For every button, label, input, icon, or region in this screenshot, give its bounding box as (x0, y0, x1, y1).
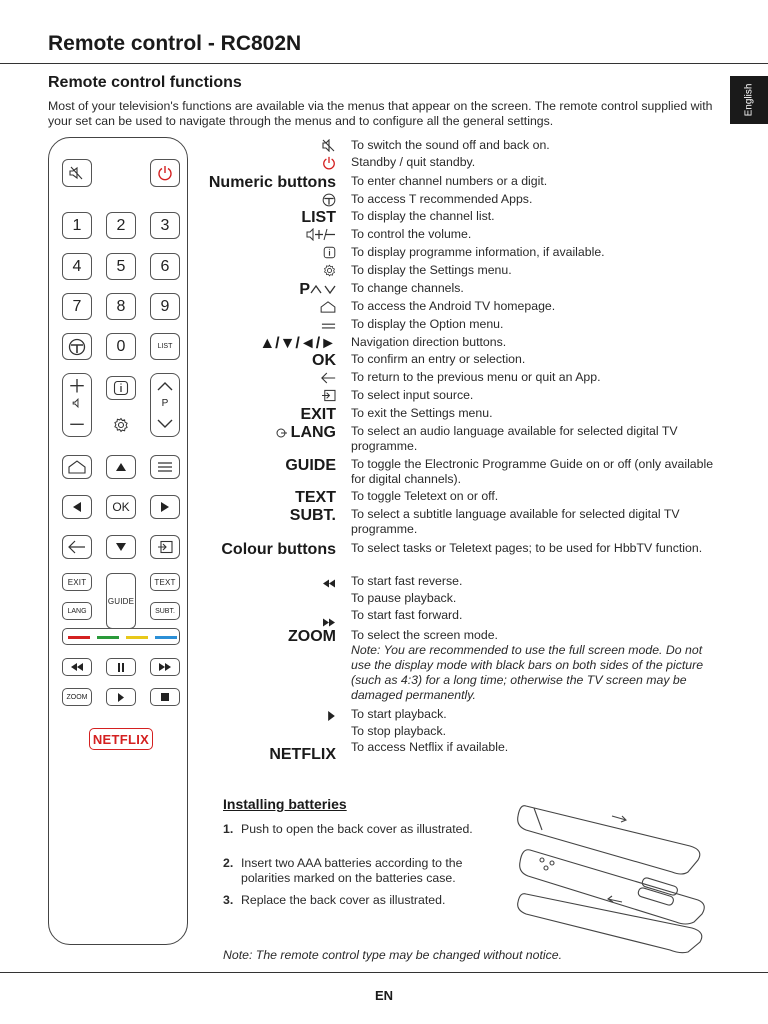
remote-exit-button: EXIT (62, 573, 92, 591)
function-desc: Standby / quit standby. (351, 155, 476, 169)
function-desc: To display programme information, if available. (351, 245, 605, 259)
function-row-label-lang: LANG (200, 424, 336, 440)
section-heading: Remote control functions (48, 74, 242, 91)
function-desc: To stop playback. (351, 724, 447, 738)
function-row-label-navigation: ▲/▼/◄/► (259, 335, 336, 352)
remote-text-button: TEXT (150, 573, 180, 591)
volume-icon (306, 228, 336, 246)
settings-icon (113, 417, 129, 433)
function-desc: To control the volume. (351, 227, 472, 241)
info-icon (323, 246, 336, 264)
remote-illustration (48, 137, 188, 945)
back-icon (321, 371, 336, 389)
remote-key-4: 4 (62, 253, 92, 280)
remote-down-button (106, 535, 136, 559)
right-arrow-icon (160, 501, 170, 513)
page-title: Remote control - RC802N (48, 32, 302, 55)
remote-key-7: 7 (62, 293, 92, 320)
remote-home-button (62, 455, 92, 479)
battery-step: 1. Push to open the back cover as illustrated. (223, 822, 473, 836)
function-row-label-back (200, 370, 336, 386)
play-icon (327, 708, 336, 726)
info-icon (113, 380, 129, 396)
function-desc: Navigation direction buttons. (351, 335, 507, 349)
volume-icon (67, 378, 87, 432)
remote-power-button (150, 159, 180, 187)
intro-paragraph: Most of your television's functions are available via the menus that appear on the screen. The remote control supplied with your set can be used to navigate through the menus and to configure all the general settings. (48, 99, 713, 128)
battery-step: 3. Replace the back cover as illustrated. (223, 893, 446, 907)
function-desc: To start playback. (351, 707, 447, 721)
remote-key-8: 8 (106, 293, 136, 320)
remote-key-9: 9 (150, 293, 180, 320)
function-row-label-guide: GUIDE (285, 457, 336, 474)
remote-stop-button (150, 688, 180, 706)
remote-right-button (150, 495, 180, 519)
remote-lang-label: LANG (67, 607, 87, 615)
remote-colour-blue (155, 636, 177, 639)
function-row-label-power (200, 155, 336, 171)
remote-key-3: 3 (150, 212, 180, 239)
lang-icon (276, 425, 288, 443)
language-tab-label: English (743, 83, 755, 117)
function-row-label-t (200, 192, 336, 208)
function-row-label-mute (200, 138, 336, 154)
function-row-label-ff (200, 608, 336, 624)
function-desc: To select a subtitle language available for selected digital TV programme. (351, 507, 680, 536)
function-desc: To enter channel numbers or a digit. (351, 174, 548, 188)
remote-mute-button (62, 159, 92, 187)
function-row-label-colour: Colour buttons (221, 541, 336, 558)
function-row-label-settings (200, 263, 336, 279)
menu-icon (157, 461, 173, 473)
input-source-icon (321, 389, 336, 407)
function-desc: To select the screen mode. (351, 628, 498, 642)
function-desc: To confirm an entry or selection. (351, 352, 526, 366)
function-desc: To access T recommended Apps. (351, 192, 533, 206)
remote-volume-rocker (62, 373, 92, 437)
settings-icon (323, 264, 336, 282)
language-tab (730, 76, 768, 124)
function-desc: To select tasks or Teletext pages; to be used for HbbTV function. (351, 541, 703, 555)
remote-netflix-button: NETFLIX (89, 728, 153, 750)
function-row-label-menu (200, 317, 336, 333)
up-arrow-icon (115, 462, 127, 472)
remote-key-0: 0 (106, 333, 136, 360)
remote-up-button (106, 455, 136, 479)
function-desc: To switch the sound off and back on. (351, 138, 550, 152)
left-arrow-icon (72, 501, 82, 513)
function-desc: To return to the previous menu or quit an App. (351, 370, 601, 384)
battery-step: 2. Insert two AAA batteries according to the polarities marked on the batteries case. (223, 856, 463, 885)
fast-forward-icon (158, 663, 172, 671)
function-desc: To toggle Teletext on or off. (351, 489, 499, 503)
function-desc: To pause playback. (351, 591, 457, 605)
input-source-icon (157, 540, 173, 554)
function-desc: To change channels. (351, 281, 464, 295)
power-icon (322, 156, 336, 175)
remote-fast-forward-button (150, 658, 180, 676)
title-divider (0, 63, 768, 64)
function-row-label-numeric: Numeric buttons (208, 174, 336, 191)
function-desc: To display the Settings menu. (351, 263, 512, 277)
mute-icon (69, 166, 85, 180)
function-desc: To toggle the Electronic Programme Guide on or off (only available for digital channels). (351, 457, 714, 486)
down-arrow-icon (115, 542, 127, 552)
remote-key-6: 6 (150, 253, 180, 280)
function-desc: To exit the Settings menu. (351, 406, 493, 420)
remote-key-2: 2 (106, 212, 136, 239)
remote-rewind-button (62, 658, 92, 676)
channel-icon (310, 282, 336, 300)
t-icon (68, 338, 86, 356)
remote-colour-yellow (126, 636, 148, 639)
function-row-label-volume (200, 227, 336, 243)
footer-divider (0, 972, 768, 973)
function-desc: To display the channel list. (351, 209, 495, 223)
function-row-label-zoom: ZOOM (288, 628, 336, 645)
rewind-icon (70, 663, 84, 671)
remote-pause-button (106, 658, 136, 676)
function-row-label-subt: SUBT. (289, 507, 336, 524)
function-row-label-rewind (200, 574, 336, 590)
remote-colour-buttons (62, 628, 180, 645)
remote-play-button (106, 688, 136, 706)
function-row-label-list: LIST (301, 209, 336, 226)
remote-zoom-button: ZOOM (62, 688, 92, 706)
remote-colour-red (68, 636, 90, 639)
batteries-heading: Installing batteries (223, 796, 347, 812)
function-desc: To select an audio language available for selected digital TV programme. (351, 424, 678, 453)
remote-ok-button: OK (106, 495, 136, 519)
remote-colour-green (97, 636, 119, 639)
function-row-label-netflix: NETFLIX (269, 746, 336, 763)
battery-illustration (512, 790, 717, 955)
home-icon (68, 460, 86, 474)
function-desc: To start fast forward. (351, 608, 463, 622)
remote-guide-button: GUIDE (106, 573, 136, 629)
function-desc: To display the Option menu. (351, 317, 504, 331)
rewind-icon (322, 575, 336, 593)
remote-key-5: 5 (106, 253, 136, 280)
function-row-label-channel: P (200, 281, 336, 297)
remote-list-button: LIST (150, 333, 180, 360)
function-desc: To select input source. (351, 388, 474, 402)
function-desc: To start fast reverse. (351, 574, 463, 588)
power-icon (157, 165, 173, 181)
function-note: Note: You are recommended to use the full screen mode. Do not use the display mode with black bars on both sides of the picture (such as 4:3) for a long time; otherwise the TV screen may be damaged permanently. (351, 643, 704, 702)
function-row-label-input (200, 388, 336, 404)
remote-back-button (62, 535, 92, 559)
remote-left-button (62, 495, 92, 519)
remote-lang-button (62, 602, 92, 620)
remote-subt-button: SUBT. (150, 602, 180, 620)
remote-key-1: 1 (62, 212, 92, 239)
remote-p-label: P (161, 398, 169, 409)
remote-settings-button (106, 413, 136, 437)
pause-icon (117, 663, 125, 672)
function-row-label-info (200, 245, 336, 261)
function-row-label-exit: EXIT (300, 406, 336, 423)
remote-menu-button (150, 455, 180, 479)
page-footer: EN (374, 988, 394, 1003)
function-row-label-text: TEXT (295, 489, 336, 506)
play-icon (117, 693, 125, 702)
function-row-label-play (200, 707, 336, 723)
remote-type-note: Note: The remote control type may be changed without notice. (223, 948, 563, 962)
remote-input-button (150, 535, 180, 559)
function-desc: To access the Android TV homepage. (351, 299, 556, 313)
function-row-label-ok: OK (312, 352, 336, 369)
home-icon (320, 300, 336, 318)
remote-t-button (62, 333, 92, 360)
remote-channel-rocker (150, 373, 180, 437)
function-row-label-home (200, 299, 336, 315)
menu-icon (321, 318, 336, 336)
function-desc: To access Netflix if available. (351, 740, 509, 754)
stop-icon (161, 693, 169, 701)
remote-info-button (106, 376, 136, 400)
back-icon (68, 540, 86, 554)
